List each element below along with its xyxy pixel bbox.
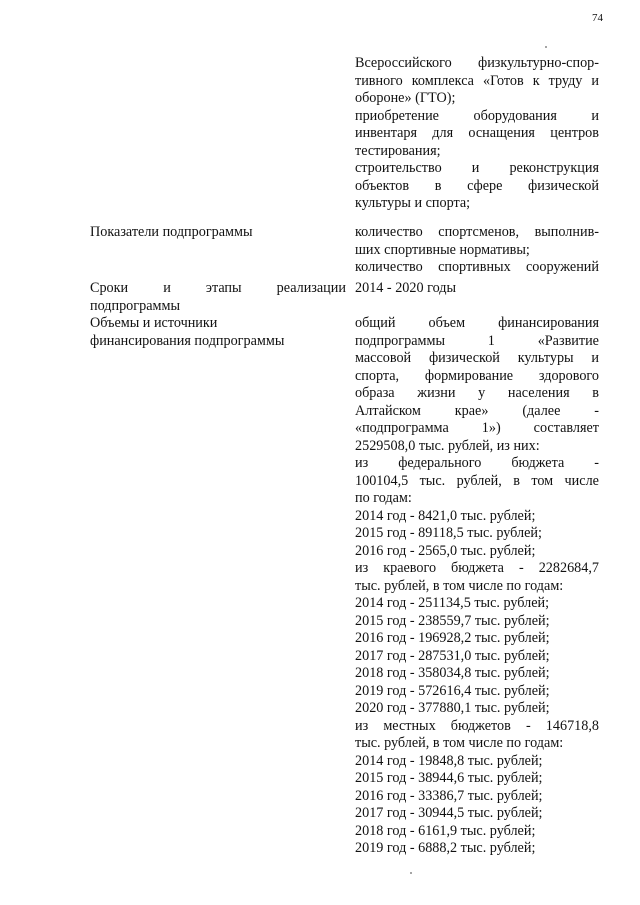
word: тыс.	[419, 472, 446, 489]
word: -	[594, 455, 599, 471]
page-number: 74	[592, 12, 603, 24]
word: физической	[428, 350, 500, 366]
label-line: Показатели подпрограммы	[90, 224, 253, 240]
value-line	[355, 178, 599, 196]
value-line	[355, 385, 599, 403]
word: к	[532, 72, 540, 89]
value-line	[355, 224, 599, 242]
value-line	[355, 455, 599, 473]
value-line: по годам:	[355, 490, 412, 506]
label-line	[90, 280, 346, 298]
word: количество	[355, 259, 423, 275]
word: комплекса	[411, 72, 474, 89]
word: 146718,8	[545, 717, 599, 734]
word: выполнив-	[534, 224, 599, 240]
value-line: 2018 год - 358034,8 тыс. рублей;	[355, 665, 550, 681]
word: образа	[355, 385, 395, 401]
value-line	[355, 315, 599, 333]
value-line: 2020 год - 377880,1 тыс. рублей;	[355, 700, 550, 716]
word: объектов	[355, 177, 410, 194]
word: общий	[355, 315, 396, 331]
value-line: 2014 год - 19848,8 тыс. рублей;	[355, 752, 543, 769]
word: оборудования	[473, 107, 557, 124]
value-line: 2014 год - 8421,0 тыс. рублей;	[355, 507, 536, 524]
value-line: 2015 год - 38944,6 тыс. рублей;	[355, 770, 543, 786]
word: массовой	[355, 350, 412, 366]
word: краевого	[383, 560, 437, 576]
value-line: 2014 год - 251134,5 тыс. рублей;	[355, 595, 550, 611]
value-line: 2015 год - 89118,5 тыс. рублей;	[355, 525, 542, 541]
value-line	[355, 125, 599, 143]
word: бюджета	[451, 560, 504, 576]
label-line: Объемы и источники	[90, 315, 218, 331]
word: бюджета	[511, 455, 565, 471]
value-line: тестирования;	[355, 142, 441, 159]
value-line	[355, 259, 599, 277]
word: сооружений	[526, 259, 599, 275]
word: том	[531, 472, 554, 489]
row-label	[90, 315, 346, 350]
word: в	[513, 472, 520, 489]
scan-speck	[410, 872, 412, 874]
scan-speck	[545, 46, 547, 48]
word: 1»)	[481, 420, 501, 436]
word: из	[355, 455, 369, 471]
word: подпрограммы	[355, 332, 445, 349]
value-line	[355, 160, 599, 178]
word: крае»	[454, 402, 489, 419]
word: здорового	[538, 367, 599, 384]
value-line: ших спортивные нормативы;	[355, 241, 530, 258]
value-line: 2017 год - 287531,0 тыс. рублей;	[355, 647, 550, 664]
value-line	[355, 333, 599, 351]
word: финансирования	[498, 315, 599, 331]
word: -	[518, 560, 524, 576]
word: «Развитие	[537, 332, 599, 349]
word: физической	[528, 177, 599, 194]
word: труду	[548, 72, 583, 89]
word: оснащения	[468, 125, 535, 141]
value-line	[355, 473, 599, 491]
word: тивного	[355, 72, 403, 89]
value-line: культуры и спорта;	[355, 195, 471, 211]
word: реализации	[276, 280, 346, 296]
value-line: 2019 год - 6888,2 тыс. рублей;	[355, 840, 536, 856]
value-line	[355, 560, 599, 578]
word: приобретение	[355, 107, 439, 124]
word: 2282684,7	[538, 560, 599, 576]
value-line: 2019 год - 572616,4 тыс. рублей;	[355, 682, 550, 699]
word: рублей,	[456, 472, 502, 489]
value-line: 2016 год - 2565,0 тыс. рублей;	[355, 542, 536, 559]
word: (далее	[522, 402, 561, 419]
value-line: 2529508,0 тыс. рублей, из них:	[355, 437, 540, 454]
word: и	[163, 280, 171, 296]
value-line	[355, 350, 599, 368]
word: федерального	[398, 455, 482, 471]
value-line	[355, 108, 599, 126]
word: Всероссийского	[355, 55, 452, 71]
row-value	[355, 224, 599, 277]
word: физкультурно-спор-	[478, 55, 599, 71]
word: -	[594, 402, 599, 419]
value-line	[355, 73, 599, 91]
word: Сроки	[90, 280, 129, 296]
word: и	[471, 160, 480, 176]
value-line: 2015 год - 238559,7 тыс. рублей;	[355, 612, 550, 629]
value-line: 2017 год - 30944,5 тыс. рублей;	[355, 805, 543, 821]
word: из	[355, 717, 369, 734]
value-line: 2018 год - 6161,9 тыс. рублей;	[355, 822, 536, 839]
word: населения	[507, 385, 570, 401]
word: спортсменов,	[438, 224, 520, 240]
word: в	[592, 385, 599, 401]
value-line: 2016 год - 33386,7 тыс. рублей;	[355, 787, 543, 804]
word: «подпрограмма	[355, 420, 449, 436]
word: «Готов	[482, 72, 524, 89]
word: бюджетов	[450, 717, 511, 734]
value-line	[355, 55, 599, 73]
word: и	[591, 107, 599, 124]
word: строительство	[355, 160, 442, 176]
value-line	[355, 368, 599, 386]
word: культуры	[517, 350, 574, 366]
row-label	[90, 224, 346, 242]
word: 1	[487, 332, 495, 349]
word: 100104,5	[355, 472, 409, 489]
word: сфере	[467, 177, 503, 194]
word: составляет	[533, 420, 599, 436]
word: спорта,	[355, 367, 400, 384]
value-line: 2014 - 2020 годы	[355, 280, 457, 296]
word: жизни	[417, 385, 456, 401]
label-line: финансирования подпрограммы	[90, 332, 285, 349]
word: местных	[383, 717, 436, 734]
word: количество	[355, 224, 423, 240]
word: формирование	[424, 367, 514, 384]
word: у	[478, 385, 486, 401]
value-line: обороне» (ГТО);	[355, 90, 456, 106]
word: инвентаря	[355, 125, 417, 141]
word: центров	[550, 125, 599, 141]
word: Алтайском	[355, 402, 421, 419]
row-label	[90, 280, 346, 315]
word: из	[355, 560, 369, 576]
label-line: подпрограммы	[90, 297, 180, 314]
word: и	[591, 72, 599, 89]
word: спортивных	[438, 259, 511, 275]
value-line: 2016 год - 196928,2 тыс. рублей;	[355, 630, 550, 646]
row-value	[355, 315, 599, 858]
word: числе	[564, 472, 599, 489]
value-line	[355, 403, 599, 421]
word: и	[591, 350, 599, 366]
value-line: тыс. рублей, в том числе по годам:	[355, 577, 564, 594]
row-value	[355, 55, 599, 213]
value-line: тыс. рублей, в том числе по годам:	[355, 735, 564, 751]
value-line	[355, 718, 599, 736]
value-line	[355, 420, 599, 438]
word: -	[525, 717, 531, 734]
word: этапы	[205, 280, 242, 296]
row-value	[355, 280, 599, 298]
word: в	[434, 177, 442, 194]
word: объем	[428, 315, 466, 331]
word: для	[432, 125, 454, 141]
word: реконструкция	[509, 160, 599, 176]
